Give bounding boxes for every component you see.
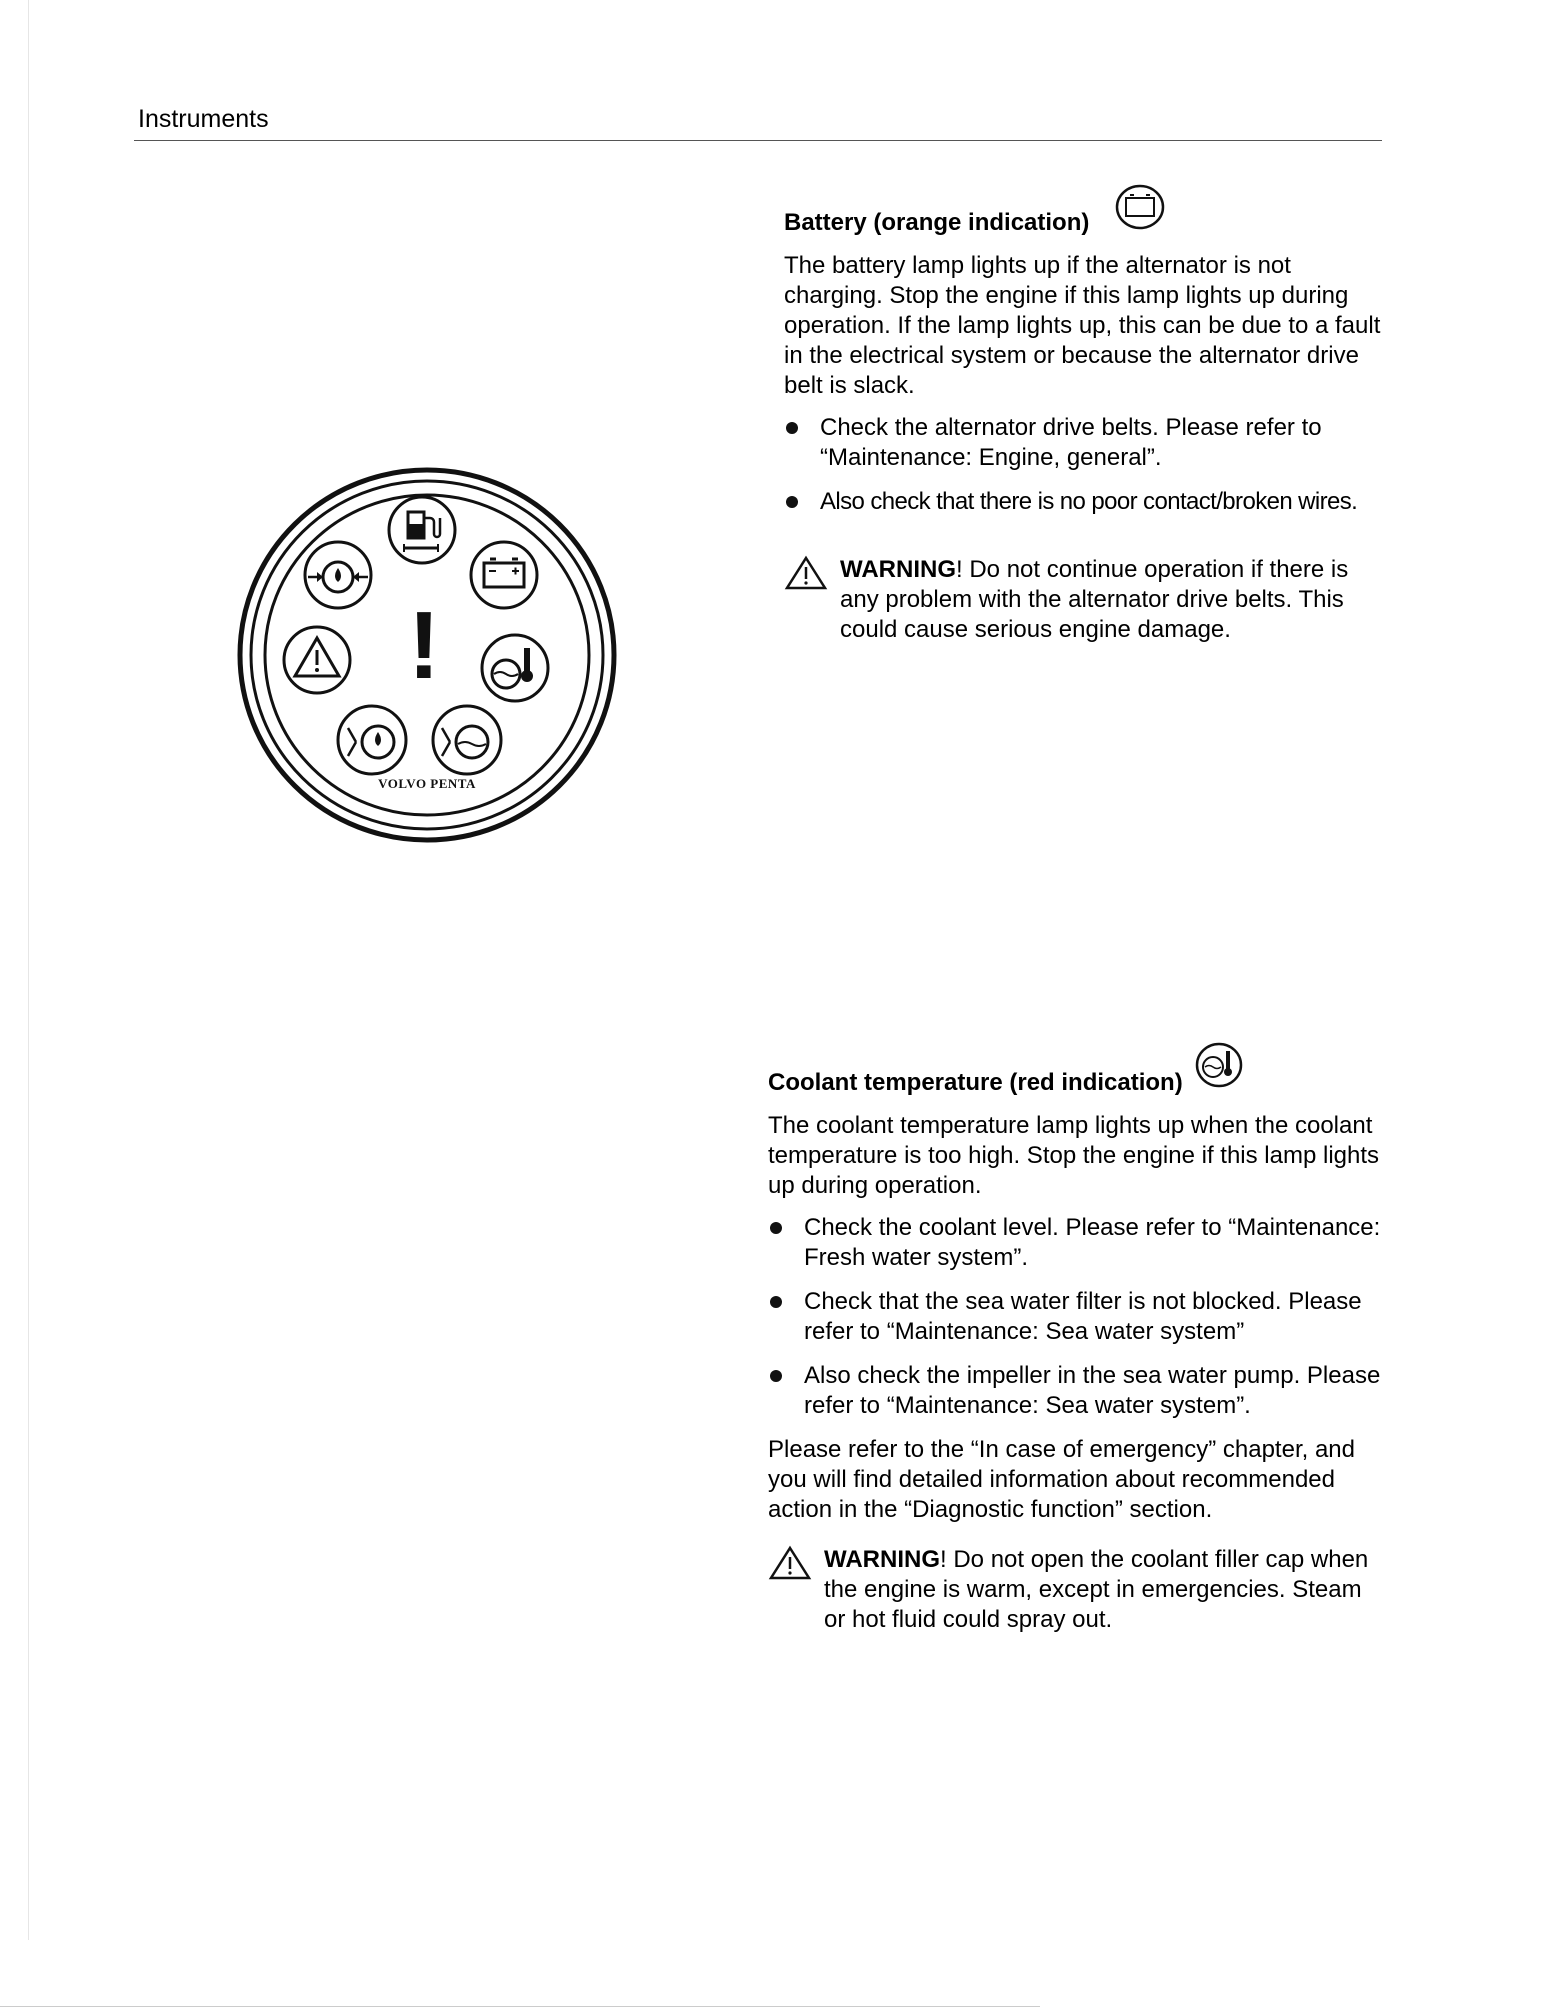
general-warning-icon [284,627,350,693]
center-exclamation: ! [408,592,440,699]
warning-text: Do not continue operation if there is any problem with the alternator drive belts. This could cause serious engine damage. [840,556,1349,643]
engine-oil-pressure-icon [305,542,371,608]
coolant-description: The coolant temperature lamp lights up when the coolant temperature is too high. Stop the engine if this lamp lights up during operation. [768,1112,1380,1199]
battery-checklist [784,413,1384,517]
fuel-level-icon [389,497,455,563]
battery-icon [1113,183,1167,239]
battery-title-text: Battery (orange indication) [784,209,1090,236]
battery-section [784,195,1384,645]
list-item: Check the coolant level. Please refer to “Maintenance: Fresh water system”. [768,1213,1388,1273]
coolant-reference-note: Please refer to the “In case of emergency” chapter, and you will find detailed information about recommended action in the “Diagnostic function” section. [768,1436,1355,1523]
brand-logo-text: VOLVO PENTA [378,776,476,791]
page-margin-line [28,0,29,1940]
warning-label: WARNING [824,1546,940,1573]
oil-pressure-icon [338,706,406,774]
battery-description: The battery lamp lights up if the alternator is not charging. Stop the engine if this lamp lights up during operation. If the lamp lights up, this can be due to a fault in the electrical system or because the alternator drive belt is slack. [784,252,1381,399]
list-item: Also check the impeller in the sea water pump. Please refer to “Maintenance: Sea water system”. [768,1361,1388,1421]
list-item: Also check that there is no poor contact/broken wires. [784,487,1384,517]
coolant-temperature-icon [482,635,548,701]
battery-section-title [784,195,1384,251]
coolant-title-text: Coolant temperature (red indication) [768,1069,1183,1096]
sea-water-icon [433,706,501,774]
warning-label: WARNING [840,556,956,583]
coolant-section-title [768,1055,1388,1111]
coolant-checklist [768,1213,1388,1421]
list-item: Check that the sea water filter is not blocked. Please refer to “Maintenance: Sea water system” [768,1287,1388,1347]
footer-line [0,2006,1040,2007]
battery-warning [784,555,1384,645]
warning-triangle-icon [784,555,828,599]
page-header: Instruments [138,105,269,133]
warning-punct: ! [940,1546,947,1573]
warning-punct: ! [956,556,963,583]
list-item: Check the alternator drive belts. Please refer to “Maintenance: Engine, general”. [784,413,1384,473]
battery-icon [471,542,537,608]
coolant-section [768,1055,1388,1635]
coolant-temperature-icon [1193,1041,1245,1097]
warning-lamp-panel-figure [232,460,622,848]
warning-triangle-icon [768,1545,812,1589]
panel-illustration [232,460,622,848]
coolant-warning [768,1545,1388,1635]
warning-text: Do not open the coolant filler cap when the engine is warm, except in emergencies. Steam or hot fluid could spray out. [824,1546,1369,1633]
header-divider [134,140,1382,141]
